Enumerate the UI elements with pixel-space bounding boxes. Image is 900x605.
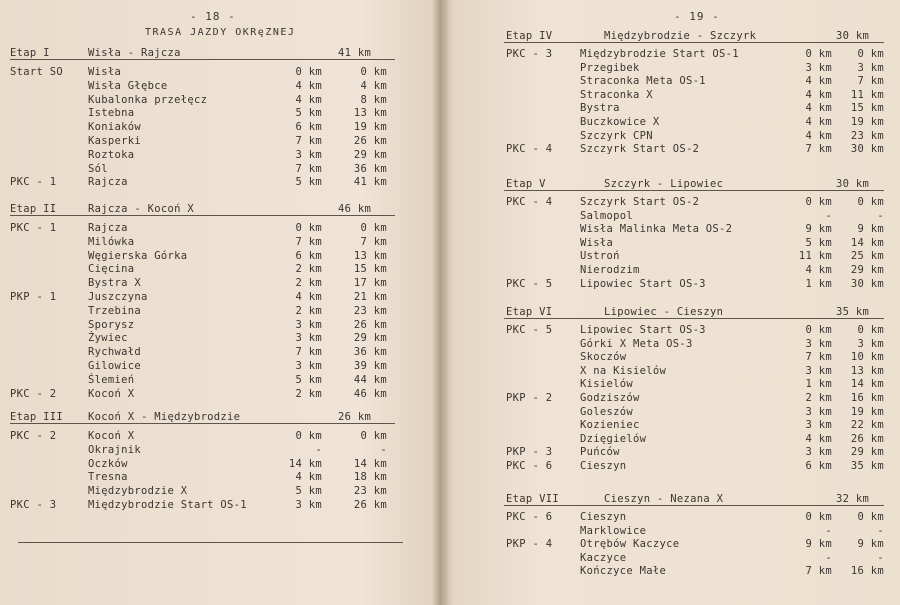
stage-distance: 32 km — [836, 493, 870, 505]
place-name: Sól — [88, 162, 108, 175]
place-name: Cięcina — [88, 263, 135, 276]
stage-underline — [10, 215, 395, 216]
place-name: Bystra X — [88, 277, 141, 290]
cumulative-distance: 35 km — [850, 460, 884, 472]
segment-distance: 2 km — [295, 387, 322, 400]
place-name: Dzięgielów — [580, 432, 647, 445]
route-row — [444, 460, 900, 473]
place-name: Rajcza — [88, 222, 128, 234]
cumulative-distance: 0 km — [360, 430, 387, 442]
place-name: Kozieniec — [580, 419, 640, 432]
stage-distance: 46 km — [338, 203, 372, 215]
place-name: Skoczów — [580, 351, 627, 364]
route-row — [0, 346, 438, 359]
route-row — [444, 48, 900, 61]
route-row — [0, 222, 438, 235]
cumulative-distance: 0 km — [360, 222, 387, 234]
route-row — [0, 388, 438, 401]
segment-distance: 5 km — [295, 176, 322, 189]
place-name: Ślemień — [88, 373, 135, 386]
place-name: Marklowice — [580, 524, 647, 537]
place-name: Buczkowice X — [580, 116, 660, 128]
place-name: Lipowiec Start OS-3 — [580, 324, 706, 336]
segment-distance: 7 km — [805, 143, 832, 156]
segment-distance: 3 km — [295, 499, 322, 511]
route-row — [444, 525, 900, 538]
page-title: TRASA JAZDY OKRęZNEJ — [145, 27, 296, 38]
route-row — [444, 210, 900, 223]
checkpoint-code: PKP - 2 — [506, 392, 553, 404]
cumulative-distance: 36 km — [353, 346, 387, 359]
segment-distance: 9 km — [805, 223, 832, 236]
cumulative-distance: - — [380, 443, 387, 456]
checkpoint-code: PKC - 4 — [506, 196, 553, 208]
cumulative-distance: 8 km — [360, 93, 387, 106]
stage-underline — [504, 190, 884, 191]
route-row — [0, 458, 438, 471]
cumulative-distance: 9 km — [857, 538, 884, 551]
stage-label: Etap V — [506, 178, 546, 190]
cumulative-distance: 18 km — [353, 471, 387, 484]
segment-distance: 7 km — [295, 162, 322, 175]
place-name: Szczyrk Start OS-2 — [580, 196, 700, 208]
stage-distance: 30 km — [836, 30, 870, 42]
route-row — [0, 499, 438, 512]
cumulative-distance: 41 km — [353, 176, 387, 189]
cumulative-distance: 3 km — [857, 61, 884, 74]
cumulative-distance: 29 km — [353, 332, 387, 345]
place-name: Międzybrodzie Start OS-1 — [580, 48, 739, 60]
stage-label: Etap III — [10, 411, 63, 423]
place-name: Trzebina — [88, 304, 141, 317]
cumulative-distance: 26 km — [353, 318, 387, 331]
route-row — [444, 538, 900, 551]
place-name: Szczyrk Start OS-2 — [580, 143, 700, 156]
stage-route: Cieszyn - Nezana X — [604, 493, 724, 505]
right-page — [444, 0, 900, 605]
cumulative-distance: 13 km — [850, 364, 884, 377]
route-row — [444, 392, 900, 405]
segment-distance: 9 km — [805, 538, 832, 551]
segment-distance: 7 km — [805, 351, 832, 364]
segment-distance: 4 km — [805, 75, 832, 88]
segment-distance: 7 km — [805, 565, 832, 578]
route-row — [444, 324, 900, 337]
cumulative-distance: 0 km — [857, 196, 884, 208]
segment-distance: 0 km — [805, 48, 832, 60]
place-name: Istebna — [88, 107, 135, 120]
route-row — [0, 471, 438, 484]
segment-distance: 0 km — [295, 222, 322, 234]
cumulative-distance: 19 km — [353, 121, 387, 134]
route-row — [444, 433, 900, 446]
segment-distance: 7 km — [295, 235, 322, 248]
route-row — [0, 176, 438, 189]
cumulative-distance: 19 km — [850, 116, 884, 128]
place-name: Wisła Głębce — [88, 79, 168, 92]
cumulative-distance: 17 km — [353, 277, 387, 290]
segment-distance: 4 km — [805, 129, 832, 142]
segment-distance: 4 km — [805, 88, 832, 101]
place-name: X na Kisielów — [580, 364, 667, 377]
checkpoint-code: PKC - 2 — [10, 430, 57, 442]
segment-distance: 2 km — [805, 392, 832, 404]
place-name: Milówka — [88, 235, 135, 248]
stage-distance: 26 km — [338, 411, 372, 423]
route-row — [444, 338, 900, 351]
stage-distance: 35 km — [836, 306, 870, 318]
route-row — [444, 196, 900, 209]
place-name: Wisła — [88, 66, 122, 78]
cumulative-distance: 19 km — [850, 405, 884, 418]
segment-distance: 3 km — [295, 318, 322, 331]
stage-underline — [504, 318, 884, 319]
segment-distance: 4 km — [295, 291, 322, 303]
checkpoint-code: PKC - 6 — [506, 460, 553, 472]
route-row — [0, 444, 438, 457]
place-name: Straconka X — [580, 88, 653, 101]
place-name: Rychwałd — [88, 346, 141, 359]
stage-route: Międzybrodzie - Szczyrk — [604, 30, 757, 42]
segment-distance: 4 km — [805, 432, 832, 445]
route-row — [0, 121, 438, 134]
place-name: Węgierska Górka — [88, 249, 188, 262]
cumulative-distance: 30 km — [850, 143, 884, 156]
route-row — [0, 305, 438, 318]
route-row — [0, 360, 438, 373]
cumulative-distance: 46 km — [353, 387, 387, 400]
route-row — [0, 94, 438, 107]
stage-underline — [10, 423, 395, 424]
page-number: - 19 - — [674, 10, 720, 23]
segment-distance: 7 km — [295, 346, 322, 359]
stage-underline — [10, 59, 395, 60]
checkpoint-code: Start SO — [10, 66, 63, 78]
cumulative-distance: 23 km — [353, 304, 387, 317]
segment-distance: 3 km — [805, 419, 832, 432]
place-name: Górki X Meta OS-3 — [580, 337, 693, 350]
place-name: Roztoka — [88, 148, 135, 161]
place-name: Koniaków — [88, 121, 141, 134]
place-name: Wisła — [580, 236, 614, 249]
cumulative-distance: 15 km — [353, 263, 387, 276]
cumulative-distance: 7 km — [857, 75, 884, 88]
segment-distance: 5 km — [295, 107, 322, 120]
checkpoint-code: PKC - 3 — [506, 48, 553, 60]
segment-distance: 0 km — [295, 430, 322, 442]
place-name: Tresna — [88, 471, 128, 484]
checkpoint-code: PKC - 4 — [506, 143, 553, 156]
route-row — [444, 62, 900, 75]
cumulative-distance: 39 km — [353, 360, 387, 372]
place-name: Przegibek — [580, 61, 640, 74]
route-row — [444, 446, 900, 459]
segment-distance: 14 km — [288, 457, 322, 470]
segment-distance: - — [825, 551, 832, 564]
route-row — [444, 565, 900, 578]
place-name: Nierodzim — [580, 264, 640, 276]
route-row — [444, 237, 900, 250]
place-name: Goleszów — [580, 405, 633, 418]
segment-distance: - — [825, 524, 832, 537]
place-name: Kończyce Małe — [580, 565, 667, 578]
segment-distance: 2 km — [295, 277, 322, 290]
place-name: Kubalonka przełęcz — [88, 93, 208, 106]
segment-distance: 0 km — [295, 66, 322, 78]
route-row — [444, 223, 900, 236]
segment-distance: 2 km — [295, 304, 322, 317]
cumulative-distance: 23 km — [850, 129, 884, 142]
place-name: Straconka Meta OS-1 — [580, 75, 706, 88]
route-row — [444, 264, 900, 277]
route-row — [0, 107, 438, 120]
checkpoint-code: PKC - 1 — [10, 222, 57, 234]
route-row — [444, 143, 900, 156]
segment-distance: 5 km — [295, 485, 322, 498]
cumulative-distance: - — [877, 209, 884, 222]
cumulative-distance: 29 km — [850, 264, 884, 276]
segment-distance: 3 km — [295, 360, 322, 372]
place-name: Żywiec — [88, 332, 128, 345]
place-name: Salmopol — [580, 209, 633, 222]
segment-distance: 1 km — [805, 378, 832, 391]
cumulative-distance: 9 km — [857, 223, 884, 236]
segment-distance: 3 km — [805, 364, 832, 377]
route-row — [444, 419, 900, 432]
place-name: Kisielów — [580, 378, 633, 391]
checkpoint-code: PKC - 5 — [506, 277, 553, 290]
place-name: Cieszyn — [580, 460, 627, 472]
cumulative-distance: 29 km — [850, 446, 884, 459]
checkpoint-code: PKC - 1 — [10, 176, 57, 189]
place-name: Sporysz — [88, 318, 135, 331]
place-name: Kasperki — [88, 135, 141, 147]
stage-distance: 30 km — [836, 178, 870, 190]
place-name: Międzybrodzie X — [88, 485, 188, 498]
route-row — [444, 406, 900, 419]
route-row — [444, 75, 900, 88]
segment-distance: 5 km — [295, 373, 322, 386]
route-row — [444, 130, 900, 143]
route-row — [0, 319, 438, 332]
segment-distance: 3 km — [805, 405, 832, 418]
segment-distance: 4 km — [805, 264, 832, 276]
cumulative-distance: 16 km — [850, 565, 884, 578]
route-row — [444, 116, 900, 129]
checkpoint-code: PKC - 5 — [506, 324, 553, 336]
place-name: Juszczyna — [88, 291, 148, 303]
segment-distance: 7 km — [295, 135, 322, 147]
route-row — [0, 250, 438, 263]
segment-distance: 4 km — [295, 471, 322, 484]
cumulative-distance: 14 km — [850, 236, 884, 249]
route-row — [444, 89, 900, 102]
route-row — [444, 278, 900, 291]
stage-route: Wisła - Rajcza — [88, 47, 181, 59]
segment-distance: 4 km — [295, 79, 322, 92]
segment-distance: 3 km — [805, 337, 832, 350]
stage-underline — [504, 505, 884, 506]
segment-distance: 3 km — [805, 61, 832, 74]
stage-route: Rajcza - Kocoń X — [88, 203, 194, 215]
cumulative-distance: 14 km — [850, 378, 884, 391]
cumulative-distance: 0 km — [857, 511, 884, 523]
stage-distance: 41 km — [338, 47, 372, 59]
place-name: Godziszów — [580, 392, 640, 404]
route-row — [444, 378, 900, 391]
segment-distance: 3 km — [295, 332, 322, 345]
cumulative-distance: 26 km — [850, 432, 884, 445]
cumulative-distance: 22 km — [850, 419, 884, 432]
cumulative-distance: 21 km — [353, 291, 387, 303]
place-name: Ustroń — [580, 250, 620, 263]
segment-distance: 0 km — [805, 324, 832, 336]
segment-distance: 4 km — [295, 93, 322, 106]
place-name: Szczyrk CPN — [580, 129, 653, 142]
route-row — [0, 66, 438, 79]
place-name: Rajcza — [88, 176, 128, 189]
segment-distance: 0 km — [805, 511, 832, 523]
place-name: Kocoń X — [88, 387, 135, 400]
segment-distance: 2 km — [295, 263, 322, 276]
checkpoint-code: PKP - 1 — [10, 291, 57, 303]
segment-distance: 0 km — [805, 196, 832, 208]
cumulative-distance: 29 km — [353, 148, 387, 161]
cumulative-distance: 0 km — [857, 48, 884, 60]
segment-distance: 6 km — [295, 121, 322, 134]
route-row — [0, 485, 438, 498]
route-row — [0, 263, 438, 276]
place-name: Okrajnik — [88, 443, 141, 456]
segment-distance: 4 km — [805, 116, 832, 128]
cumulative-distance: 16 km — [850, 392, 884, 404]
cumulative-distance: 23 km — [353, 485, 387, 498]
route-row — [0, 80, 438, 93]
cumulative-distance: 7 km — [360, 235, 387, 248]
stage-route: Szczyrk - Lipowiec — [604, 178, 724, 190]
route-row — [0, 430, 438, 443]
segment-distance: 3 km — [805, 446, 832, 459]
route-row — [0, 374, 438, 387]
segment-distance: 4 km — [805, 102, 832, 115]
stage-label: Etap II — [10, 203, 57, 215]
stage-route: Lipowiec - Cieszyn — [604, 306, 724, 318]
cumulative-distance: 36 km — [353, 162, 387, 175]
cumulative-distance: 13 km — [353, 107, 387, 120]
place-name: Kocoń X — [88, 430, 135, 442]
stage-underline — [504, 42, 884, 43]
route-row — [0, 135, 438, 148]
cumulative-distance: 4 km — [360, 79, 387, 92]
cumulative-distance: - — [877, 551, 884, 564]
cumulative-distance: 0 km — [360, 66, 387, 78]
cumulative-distance: 15 km — [850, 102, 884, 115]
route-row — [444, 102, 900, 115]
checkpoint-code: PKP - 4 — [506, 538, 553, 551]
segment-distance: 6 km — [805, 460, 832, 472]
cumulative-distance: 44 km — [353, 373, 387, 386]
stage-route: Kocoń X - Międzybrodzie — [88, 411, 241, 423]
left-page — [0, 0, 438, 605]
stage-label: Etap I — [10, 47, 50, 59]
segment-distance: 1 km — [805, 277, 832, 290]
segment-distance: 6 km — [295, 249, 322, 262]
checkpoint-code: PKC - 2 — [10, 387, 57, 400]
segment-distance: - — [825, 209, 832, 222]
segment-distance: 11 km — [798, 250, 832, 263]
route-row — [444, 511, 900, 524]
route-row — [0, 291, 438, 304]
route-row — [444, 552, 900, 565]
cumulative-distance: 10 km — [850, 351, 884, 364]
route-row — [0, 236, 438, 249]
place-name: Gilowice — [88, 360, 141, 372]
place-name: Bystra — [580, 102, 620, 115]
segment-distance: 5 km — [805, 236, 832, 249]
cumulative-distance: 26 km — [353, 135, 387, 147]
place-name: Lipowiec Start OS-3 — [580, 277, 706, 290]
place-name: Kaczyce — [580, 551, 627, 564]
cumulative-distance: 0 km — [857, 324, 884, 336]
place-name: Wisła Malinka Meta OS-2 — [580, 223, 733, 236]
route-row — [444, 365, 900, 378]
stage-label: Etap IV — [506, 30, 553, 42]
route-row — [444, 351, 900, 364]
cumulative-distance: 3 km — [857, 337, 884, 350]
stage-label: Etap VI — [506, 306, 553, 318]
segment-distance: - — [315, 443, 322, 456]
cumulative-distance: 30 km — [850, 277, 884, 290]
page-end-rule — [18, 542, 403, 543]
cumulative-distance: 26 km — [353, 499, 387, 511]
place-name: Międzybrodzie Start OS-1 — [88, 499, 247, 511]
cumulative-distance: - — [877, 524, 884, 537]
checkpoint-code: PKP - 3 — [506, 446, 553, 459]
checkpoint-code: PKC - 3 — [10, 499, 57, 511]
route-row — [444, 250, 900, 263]
stage-label: Etap VII — [506, 493, 559, 505]
cumulative-distance: 25 km — [850, 250, 884, 263]
place-name: Puńców — [580, 446, 620, 459]
route-row — [0, 149, 438, 162]
route-row — [0, 277, 438, 290]
route-row — [0, 163, 438, 176]
cumulative-distance: 13 km — [353, 249, 387, 262]
place-name: Oczków — [88, 457, 128, 470]
checkpoint-code: PKC - 6 — [506, 511, 553, 523]
route-row — [0, 332, 438, 345]
cumulative-distance: 11 km — [850, 88, 884, 101]
cumulative-distance: 14 km — [353, 457, 387, 470]
page-number: - 18 - — [190, 10, 236, 23]
segment-distance: 3 km — [295, 148, 322, 161]
place-name: Cieszyn — [580, 511, 627, 523]
place-name: Otrębów Kaczyce — [580, 538, 680, 551]
